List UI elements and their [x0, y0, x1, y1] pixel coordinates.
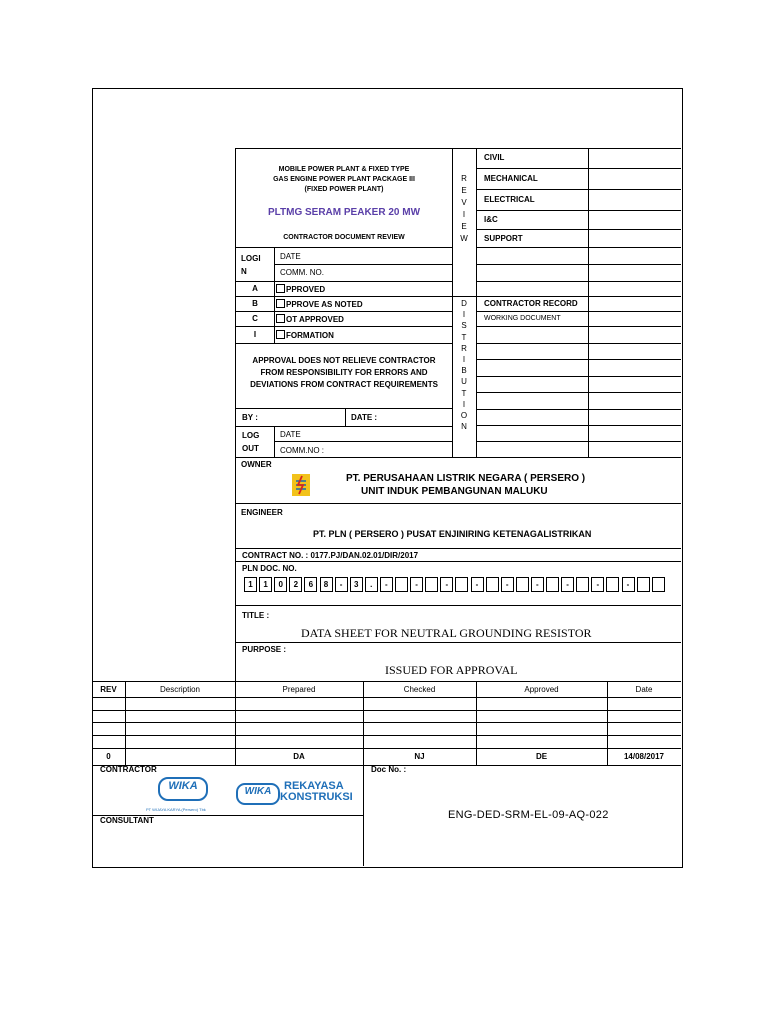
review-letter: I	[462, 210, 466, 219]
pln-doc-char-box: .	[365, 577, 378, 592]
col-header-prepared: Prepared	[282, 685, 316, 694]
col-header-checked: Checked	[403, 685, 436, 694]
grid-line	[476, 311, 681, 312]
wika-logo-text: WIKA	[168, 780, 198, 792]
distribution-letter: R	[461, 343, 467, 353]
discipline-mechanical: MECHANICAL	[484, 174, 538, 183]
grid-line	[274, 247, 275, 343]
pln-doc-char-box: -	[471, 577, 484, 592]
pln-doc-char-box: -	[335, 577, 348, 592]
grid-line	[476, 441, 681, 442]
distribution-letter: T	[461, 388, 467, 398]
approval-code-c: C	[252, 314, 258, 323]
engineer-label: ENGINEER	[241, 508, 283, 517]
grid-line	[476, 189, 681, 190]
grid-line	[476, 409, 681, 410]
pln-doc-char-box: 8	[320, 577, 333, 592]
grid-line	[235, 408, 452, 409]
review-title: CONTRACTOR DOCUMENT REVIEW	[283, 234, 405, 241]
review-letter: W	[460, 234, 468, 243]
grid-line	[235, 457, 681, 458]
rekayasa-text: REKAYASA	[284, 780, 344, 792]
review-letter: V	[461, 198, 467, 207]
consultant-label: CONSULTANT	[100, 816, 154, 825]
grid-line	[235, 605, 681, 606]
grid-line	[476, 425, 681, 426]
konstruksi-text: KONSTRUKSI	[280, 791, 353, 803]
grid-line	[476, 343, 681, 344]
grid-line	[476, 281, 681, 282]
pln-doc-char-box: -	[380, 577, 393, 592]
grid-line	[92, 722, 681, 723]
checked-cell: NJ	[414, 752, 425, 761]
title-label: TITLE :	[242, 611, 270, 620]
pln-doc-char-box	[486, 577, 499, 592]
owner-name-line-2: UNIT INDUK PEMBANGUNAN MALUKU	[361, 486, 548, 497]
grid-line	[235, 281, 452, 282]
disclaimer-line-1: APPROVAL DOES NOT RELIEVE CONTRACTOR	[252, 356, 436, 365]
pln-logo	[292, 474, 310, 496]
logout-date-label: DATE	[280, 430, 301, 439]
project-line-3: (FIXED POWER PLANT)	[304, 186, 384, 193]
review-letter: R	[461, 174, 467, 183]
grid-line	[274, 264, 452, 265]
grid-line	[476, 168, 681, 169]
distribution-letter: D	[461, 299, 467, 308]
pln-doc-char-box: -	[622, 577, 635, 592]
pln-doc-char-box	[546, 577, 559, 592]
grid-line	[235, 548, 681, 549]
discipline-support: SUPPORT	[484, 234, 523, 243]
doc-no-label: Doc No. :	[371, 765, 407, 774]
checkbox[interactable]	[276, 330, 285, 339]
grid-line	[235, 343, 452, 344]
approval-code-b: B	[252, 299, 258, 308]
grid-line	[345, 408, 346, 426]
project-line-2: GAS ENGINE POWER PLANT PACKAGE III	[273, 176, 415, 183]
approval-text: PPROVED	[286, 285, 326, 294]
pln-doc-char-box: -	[591, 577, 604, 592]
logout-comm-label: COMM.NO :	[280, 446, 324, 455]
distribution-letter: O	[460, 411, 468, 420]
pln-doc-char-box	[455, 577, 468, 592]
purpose-label: PURPOSE :	[242, 645, 287, 654]
pln-doc-char-box: 6	[304, 577, 317, 592]
pln-doc-char-box: 1	[244, 577, 257, 592]
checkbox[interactable]	[276, 314, 285, 323]
grid-line	[235, 561, 681, 562]
review-letter: E	[461, 186, 467, 195]
login-date-label: DATE	[280, 252, 301, 261]
disclaimer-line-2: FROM RESPONSIBILITY FOR ERRORS AND	[260, 368, 428, 377]
date-label: DATE :	[351, 413, 378, 422]
project-name: PLTMG SERAM PEAKER 20 MW	[267, 207, 421, 218]
col-header-approved: Approved	[524, 685, 559, 694]
grid-line	[476, 326, 681, 327]
pln-doc-char-box	[606, 577, 619, 592]
col-header-rev: REV	[100, 685, 117, 694]
grid-line	[235, 642, 681, 643]
grid-line	[588, 148, 589, 457]
login-comm-label: COMM. NO.	[280, 268, 324, 277]
grid-line	[476, 148, 477, 457]
checkbox[interactable]	[276, 284, 285, 293]
col-header-date: Date	[635, 685, 653, 694]
date-cell: 14/08/2017	[623, 752, 665, 761]
project-line-1: MOBILE POWER PLANT & FIXED TYPE	[278, 166, 410, 173]
approval-approve-as-noted[interactable]	[276, 299, 363, 309]
grid-line	[235, 148, 236, 681]
logout-label-2: OUT	[242, 444, 259, 453]
distribution-letter: I	[462, 355, 466, 364]
approval-text: OT APPROVED	[286, 315, 344, 324]
distribution-letter: U	[461, 377, 467, 387]
pln-doc-char-box: -	[531, 577, 544, 592]
wika-rekayasa-logo-text: WIKA	[244, 786, 272, 797]
distribution-working-document: WORKING DOCUMENT	[484, 315, 561, 322]
approval-not-approved[interactable]	[276, 314, 344, 324]
grid-line	[476, 210, 681, 211]
logout-label-1: LOG	[242, 431, 260, 440]
rev-cell: 0	[106, 752, 111, 761]
distribution-letter: T	[461, 332, 467, 342]
login-label-1: LOGI	[241, 254, 261, 263]
approval-code-i: I	[253, 330, 257, 339]
pln-doc-char-box: -	[561, 577, 574, 592]
engineer-name: PT. PLN ( PERSERO ) PUSAT ENJINIRING KETENAGALISTRIKAN	[313, 529, 592, 539]
grid-line	[92, 681, 681, 682]
contract-no: CONTRACT NO. : 0177.PJ/DAN.02.01/DIR/2017	[242, 551, 419, 560]
approval-code-a: A	[252, 284, 258, 293]
pln-doc-char-box	[652, 577, 665, 592]
checkbox[interactable]	[276, 299, 285, 308]
approved-cell: DE	[535, 752, 548, 761]
grid-line	[476, 229, 681, 230]
distribution-letter: B	[461, 366, 467, 376]
grid-line	[476, 376, 681, 377]
grid-line	[476, 359, 681, 360]
approval-information[interactable]	[276, 330, 334, 340]
grid-line	[235, 148, 681, 149]
grid-line	[476, 264, 681, 265]
login-label-2: N	[241, 267, 247, 276]
disclaimer-line-3: DEVIATIONS FROM CONTRACT REQUIREMENTS	[250, 380, 438, 389]
wika-logo	[158, 777, 208, 805]
pln-doc-char-box: -	[501, 577, 514, 592]
doc-no-value: ENG-DED-SRM-EL-09-AQ-022	[448, 809, 609, 821]
grid-line	[92, 697, 681, 698]
grid-line	[476, 392, 681, 393]
review-letter: E	[461, 222, 467, 231]
pln-doc-char-box	[576, 577, 589, 592]
grid-line	[476, 247, 681, 248]
pln-doc-char-box: 1	[259, 577, 272, 592]
distribution-contractor-record: CONTRACTOR RECORD	[484, 299, 578, 308]
prepared-cell: DA	[293, 752, 305, 761]
grid-line	[235, 426, 452, 427]
pln-doc-char-box: -	[410, 577, 423, 592]
pln-doc-char-box: 2	[289, 577, 302, 592]
grid-line	[235, 503, 681, 504]
contractor-label: CONTRACTOR	[100, 765, 157, 774]
distribution-letter: N	[461, 422, 467, 432]
grid-line	[452, 296, 681, 297]
approval-approved[interactable]	[276, 284, 325, 294]
pln-doc-char-box	[395, 577, 408, 592]
grid-line	[235, 247, 452, 248]
discipline-electrical: ELECTRICAL	[484, 195, 535, 204]
discipline-civil: CIVIL	[484, 153, 505, 162]
pln-doc-char-box	[425, 577, 438, 592]
distribution-letter: I	[462, 399, 466, 409]
pln-doc-label: PLN DOC. NO.	[242, 564, 297, 573]
owner-label: OWNER	[241, 460, 272, 469]
grid-line	[235, 296, 452, 297]
approval-text: FORMATION	[286, 331, 334, 340]
approval-text: PPROVE AS NOTED	[286, 300, 363, 309]
purpose-text: ISSUED FOR APPROVAL	[385, 663, 518, 677]
col-header-description: Description	[159, 685, 200, 694]
pln-doc-char-box	[516, 577, 529, 592]
pln-doc-char-box: -	[440, 577, 453, 592]
pln-doc-char-box: 3	[350, 577, 363, 592]
grid-line	[235, 311, 452, 312]
pln-doc-char-box: 0	[274, 577, 287, 592]
grid-line	[363, 681, 364, 866]
wika-rekayasa-logo	[236, 781, 364, 807]
discipline-ic: I&C	[484, 215, 498, 224]
wika-company-name: PT WIJAYA KARYA (Persero) Tbk	[146, 807, 206, 812]
grid-line	[92, 710, 681, 711]
distribution-letter: S	[461, 321, 467, 331]
grid-line	[92, 735, 681, 736]
by-label: BY :	[242, 413, 258, 422]
grid-line	[235, 326, 452, 327]
pln-doc-char-box	[637, 577, 650, 592]
distribution-letter: I	[462, 310, 466, 320]
grid-line	[274, 441, 452, 442]
document-title: DATA SHEET FOR NEUTRAL GROUNDING RESISTOR	[301, 626, 592, 640]
grid-line	[92, 748, 681, 749]
owner-name-line-1: PT. PERUSAHAAN LISTRIK NEGARA ( PERSERO )	[346, 473, 586, 484]
